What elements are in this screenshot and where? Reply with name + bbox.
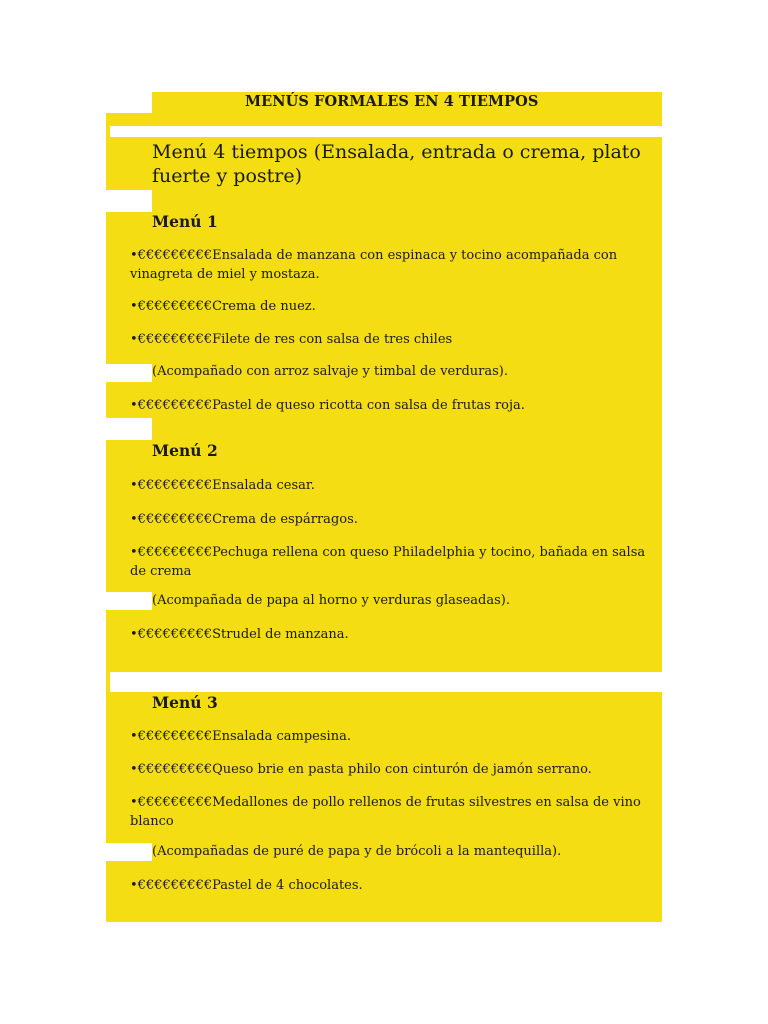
- list-item: [130, 297, 660, 316]
- list-item: [130, 396, 660, 415]
- bullet-prefix: •€€€€€€€€€: [130, 512, 213, 527]
- bullet-prefix: •€€€€€€€€€: [130, 878, 213, 893]
- bullet-prefix: •€€€€€€€€€: [130, 795, 213, 810]
- bullet-prefix: •€€€€€€€€€: [130, 248, 213, 263]
- side-dish-note: (Acompañado con arroz salvaje y timbal de verduras).: [152, 364, 508, 379]
- list-item-text: Pastel de queso ricotta con salsa de frutas roja.: [212, 398, 525, 413]
- bullet-prefix: •€€€€€€€€€: [130, 398, 213, 413]
- list-item-text: Ensalada campesina.: [212, 729, 351, 744]
- bullet-prefix: •€€€€€€€€€: [130, 332, 213, 347]
- list-item: [130, 793, 660, 831]
- notch: [106, 190, 152, 212]
- bullet-prefix: •€€€€€€€€€: [130, 545, 213, 560]
- bullet-prefix: •€€€€€€€€€: [130, 729, 213, 744]
- list-item-text: Pastel de 4 chocolates.: [212, 878, 363, 893]
- list-item-text: Medallones de pollo rellenos de frutas silvestres en salsa de vino blanco: [130, 795, 641, 829]
- list-item: [130, 476, 660, 495]
- list-item-text: Queso brie en pasta philo con cinturón de jamón serrano.: [212, 762, 592, 777]
- list-item: [130, 330, 660, 349]
- list-item-text: Ensalada cesar.: [212, 478, 315, 493]
- list-item-text: Strudel de manzana.: [212, 627, 349, 642]
- menu-heading: Menú 4 tiempos (Ensalada, entrada o crema, plato fuerte y postre): [152, 141, 641, 187]
- bullet-prefix: •€€€€€€€€€: [130, 299, 213, 314]
- notch: [106, 592, 152, 610]
- list-item-text: Pechuga rellena con queso Philadelphia y tocino, bañada en salsa de crema: [130, 545, 646, 579]
- menu-title: Menú 1: [152, 212, 218, 231]
- list-item: [130, 876, 660, 895]
- bullet-prefix: •€€€€€€€€€: [130, 762, 213, 777]
- bullet-prefix: •€€€€€€€€€: [130, 478, 213, 493]
- list-item-text: Crema de nuez.: [212, 299, 316, 314]
- list-item-text: Ensalada de manzana con espinaca y tocino acompañada con vinagreta de miel y mostaza.: [130, 248, 618, 282]
- notch: [106, 843, 152, 861]
- notch: [106, 364, 152, 382]
- bullet-prefix: •€€€€€€€€€: [130, 627, 213, 642]
- side-dish-note: (Acompañadas de puré de papa y de brócoli a la mantequilla).: [152, 844, 562, 859]
- list-item-text: Filete de res con salsa de tres chiles: [212, 332, 453, 347]
- notch: [106, 418, 152, 440]
- list-item-text: Crema de espárragos.: [212, 512, 358, 527]
- list-item: [130, 625, 660, 644]
- list-item: [130, 510, 660, 529]
- list-item: [130, 543, 660, 581]
- tab-mark: [106, 126, 110, 137]
- list-item: [130, 727, 660, 746]
- side-dish-note: (Acompañada de papa al horno y verduras glaseadas).: [152, 593, 510, 608]
- list-item: [130, 246, 660, 284]
- menu-title: Menú 3: [152, 693, 218, 712]
- menu-title: Menú 2: [152, 441, 218, 460]
- list-item: [130, 760, 660, 779]
- title-highlight-tab: [106, 113, 152, 126]
- tab-mark: [106, 672, 110, 692]
- document-title: MENÚS FORMALES EN 4 TIEMPOS: [245, 93, 539, 110]
